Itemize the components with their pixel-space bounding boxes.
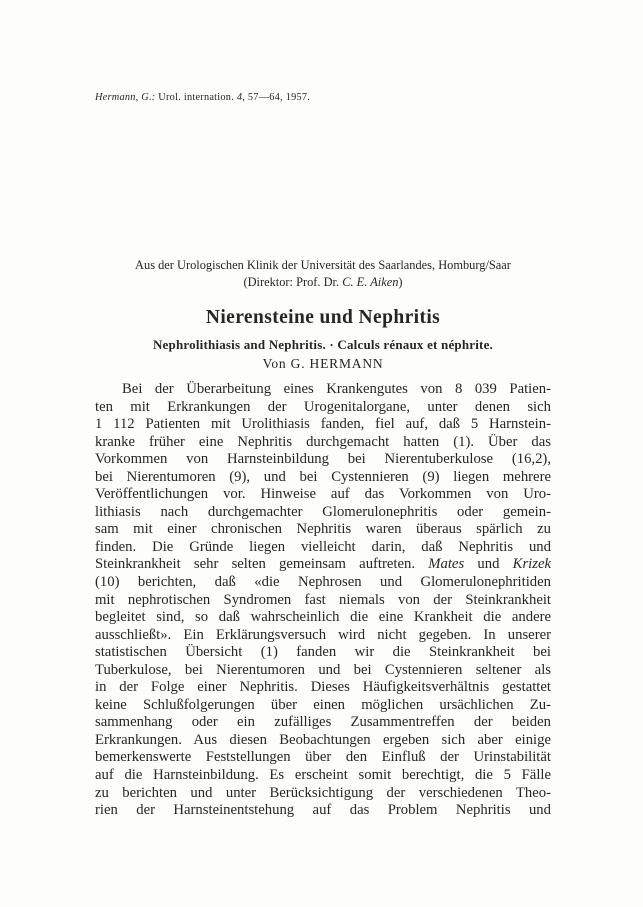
article-subtitle: Nephrolithiasis and Nephritis. · Calculs rénaux et néphrite. [152, 337, 494, 352]
body-line: Erkrankungen. Aus diesen Beobachtungen ergeben sich aber einige [95, 731, 551, 748]
body-line: kranke früher eine Nephritis durchgemacht hatten (1). Über das [95, 433, 551, 450]
body-line: ausschließt». Ein Erklärungsversuch wird nicht gegeben. In unserer [95, 626, 551, 643]
body-line: bemerkenswerte Feststellungen über den Einfluß der Urinstabilität [95, 749, 551, 766]
article-body [95, 381, 551, 820]
text-segment: C. E. Aiken [342, 275, 399, 289]
body-line: begleitet sind, so daß wahrscheinlich die eine Krankheit die andere [95, 609, 551, 626]
text-segment: Steinkrankheit sehr selten gemeinsam auftreten. [95, 556, 429, 573]
body-line: statistischen Übersicht (1) fanden wir die Steinkrankheit bei [95, 644, 551, 661]
body-line: ten mit Erkrankungen der Urogenitalorgane, unter denen sich [95, 398, 551, 415]
director-line [95, 275, 551, 290]
body-line: 1 112 Patienten mit Urolithiasis fanden, fiel auf, daß 5 Harnstein- [95, 416, 551, 433]
byline: Von G. HERMANN [262, 356, 384, 371]
body-line: finden. Die Gründe liegen vielleicht darin, daß Nephritis und [95, 538, 551, 555]
body-line: sam mit einer chronischen Nephritis waren überaus spärlich zu [95, 521, 551, 538]
text-segment: 4 [236, 92, 243, 103]
text-segment: und [464, 556, 513, 573]
text-segment: Mates [428, 556, 465, 573]
text-segment: Krizek [512, 556, 551, 573]
article-title: Nierensteine und Nephritis [205, 307, 441, 328]
text-segment: Hermann, G.: [95, 92, 156, 103]
body-line: rien der Harnsteinentstehung auf das Problem Nephritis und [95, 802, 551, 819]
body-line: auf die Harnsteinbildung. Es erscheint somit berechtigt, die 5 Fälle [95, 767, 551, 784]
body-line: Vorkommen von Harnsteinbildung bei Nierentuberkulose (16,2), [95, 451, 551, 468]
body-line: Bei der Überarbeitung eines Krankengutes von 8 039 Patien- [122, 381, 551, 397]
body-line: in der Folge einer Nephritis. Dieses Häufigkeitsverhältnis gestattet [95, 679, 551, 696]
body-line: bei Nierentumoren (9), und bei Cystennieren (9) liegen mehrere [95, 468, 551, 485]
body-line [95, 556, 551, 574]
text-segment: ) [398, 275, 403, 289]
body-line: Veröffentlichungen vor. Hinweise auf das Vorkommen von Uro- [95, 486, 551, 503]
body-line: (10) berichten, daß «die Nephrosen und Glomerulonephritiden [95, 574, 551, 591]
institution-line: Aus der Urologischen Klinik der Universität des Saarlandes, Homburg/Saar [135, 258, 511, 272]
body-line: keine Schlußfolgerungen über einen möglichen ursächlichen Zu- [95, 696, 551, 713]
body-line: zu berichten und unter Berücksichtigung der verschiedenen Theo- [95, 784, 551, 801]
body-line: Tuberkulose, bei Nierentumoren und bei Cystennieren seltener als [95, 661, 551, 678]
body-line: sammenhang oder ein zufälliges Zusammentreffen der beiden [95, 714, 551, 731]
body-line: mit nephrotischen Syndromen fast niemals von der Steinkrankheit [95, 591, 551, 608]
text-segment: (Direktor: Prof. Dr. [243, 275, 343, 289]
running-head-citation [95, 92, 310, 103]
body-line: lithiasis nach durchgemachter Glomerulonephritis oder gemein- [95, 503, 551, 520]
text-segment: , 57—64, 1957. [242, 92, 311, 103]
text-segment: Urol. internation. [155, 92, 237, 103]
